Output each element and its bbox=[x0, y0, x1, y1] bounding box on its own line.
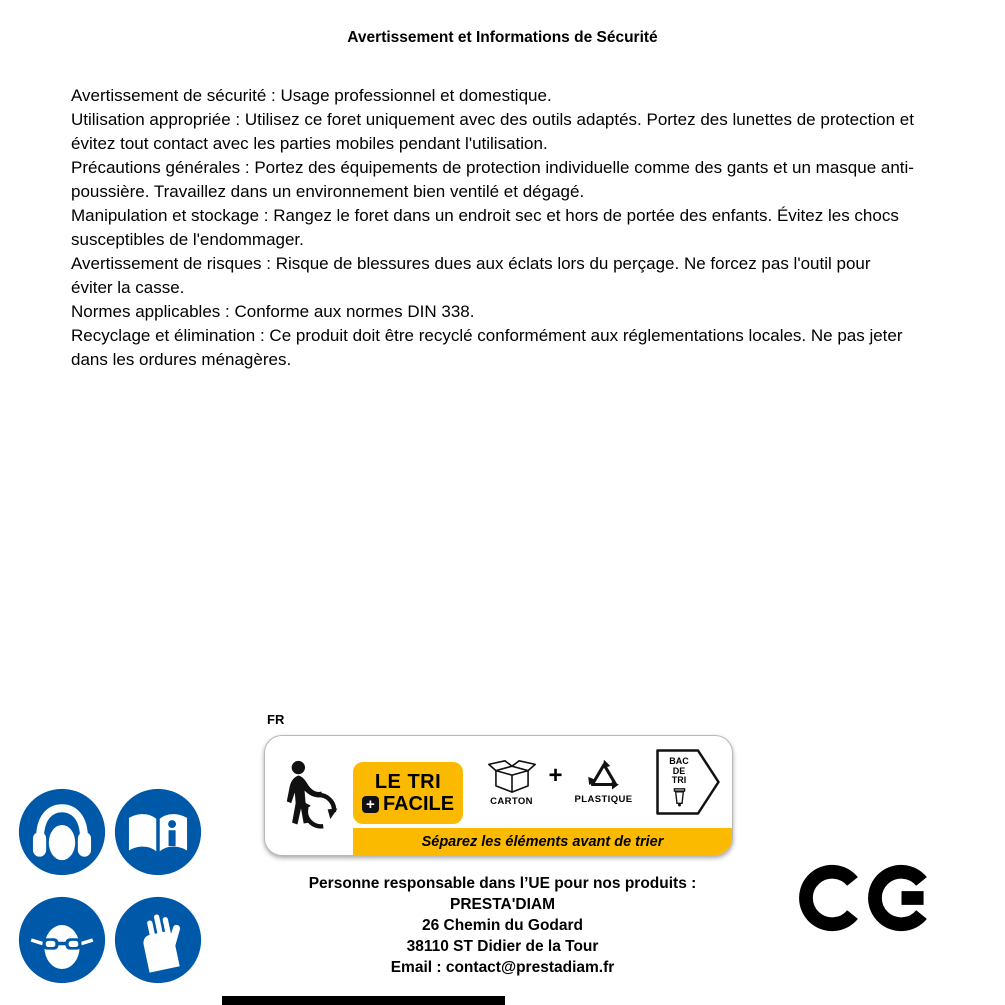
ce-letters-icon bbox=[798, 852, 936, 944]
warning-paragraph: Utilisation appropriée : Utilisez ce foret uniquement avec des outils adaptés. Portez des lunettes de protection et évitez tout contact avec les parties mobiles pendant l'utilisation. bbox=[71, 110, 914, 153]
safety-warnings-text bbox=[71, 84, 916, 372]
fr-country-label: FR bbox=[267, 712, 285, 727]
warning-paragraph: Normes applicables : Conforme aux normes DIN 338. bbox=[71, 302, 475, 321]
sorting-items bbox=[463, 758, 656, 807]
warning-paragraph: Manipulation et stockage : Rangez le foret dans un endroit sec et hors de portée des enfants. Évitez les chocs susceptibles de l'endommager. bbox=[71, 206, 899, 249]
infotri-top-row bbox=[353, 736, 732, 828]
read-instruction-manual-icon bbox=[114, 788, 202, 876]
warning-paragraph: Recyclage et élimination : Ce produit doit être recyclé conformément aux réglementations locales. Ne pas jeter dans les ordures ménagères. bbox=[71, 326, 903, 369]
carton-item bbox=[487, 758, 537, 807]
warning-paragraph: Avertissement de risques : Risque de blessures dues aux éclats lors du perçage. Ne forcez pas l'outil pour éviter la casse. bbox=[71, 254, 871, 297]
bac-text: BAC bbox=[669, 756, 689, 767]
contact-email: Email : contact@prestadiam.fr bbox=[390, 959, 615, 976]
infotri-body bbox=[353, 736, 732, 855]
le-tri-facile-badge bbox=[353, 762, 463, 824]
triman-icon bbox=[265, 736, 353, 855]
page-title: Avertissement et Informations de Sécurité bbox=[347, 29, 658, 46]
wear-ear-protection-icon bbox=[18, 788, 106, 876]
plus-sign: + bbox=[548, 762, 563, 789]
warning-paragraph: Avertissement de sécurité : Usage professionnel et domestique. bbox=[71, 86, 552, 105]
wear-protective-gloves-icon bbox=[114, 896, 202, 984]
recycling-triangle-icon bbox=[586, 759, 622, 792]
address-city: 38110 ST Didier de la Tour bbox=[406, 938, 599, 955]
barcode-strip bbox=[222, 996, 505, 1005]
carton-box-icon bbox=[487, 758, 537, 794]
le-tri-text: LE TRI bbox=[374, 771, 442, 793]
company-name: PRESTA'DIAM bbox=[449, 896, 555, 913]
facile-text: FACILE bbox=[382, 793, 455, 815]
bac-de-tri-arrow bbox=[656, 749, 720, 815]
bac-text: DE bbox=[672, 765, 686, 776]
carton-label: CARTON bbox=[490, 795, 533, 807]
wear-eye-protection-icon bbox=[18, 896, 106, 984]
wheelie-bin-icon bbox=[671, 786, 688, 807]
infotri-tagline: Séparez les éléments avant de trier bbox=[353, 828, 732, 855]
plus-badge-icon: + bbox=[362, 796, 379, 813]
plastique-label: PLASTIQUE bbox=[574, 794, 633, 805]
address-street: 26 Chemin du Godard bbox=[421, 917, 584, 934]
ce-marking bbox=[798, 852, 936, 949]
bac-text: TRI bbox=[671, 775, 687, 786]
warning-paragraph: Précautions générales : Portez des équipements de protection individuelle comme des gants et un masque anti-poussière. Travaillez dans un environnement bien ventilé et dégagé. bbox=[71, 158, 914, 201]
plastique-item bbox=[575, 759, 633, 805]
responsible-person-block bbox=[250, 873, 755, 978]
infotri-recycling-logo bbox=[264, 735, 733, 856]
responsible-intro: Personne responsable dans l’UE pour nos produits : bbox=[308, 875, 697, 892]
